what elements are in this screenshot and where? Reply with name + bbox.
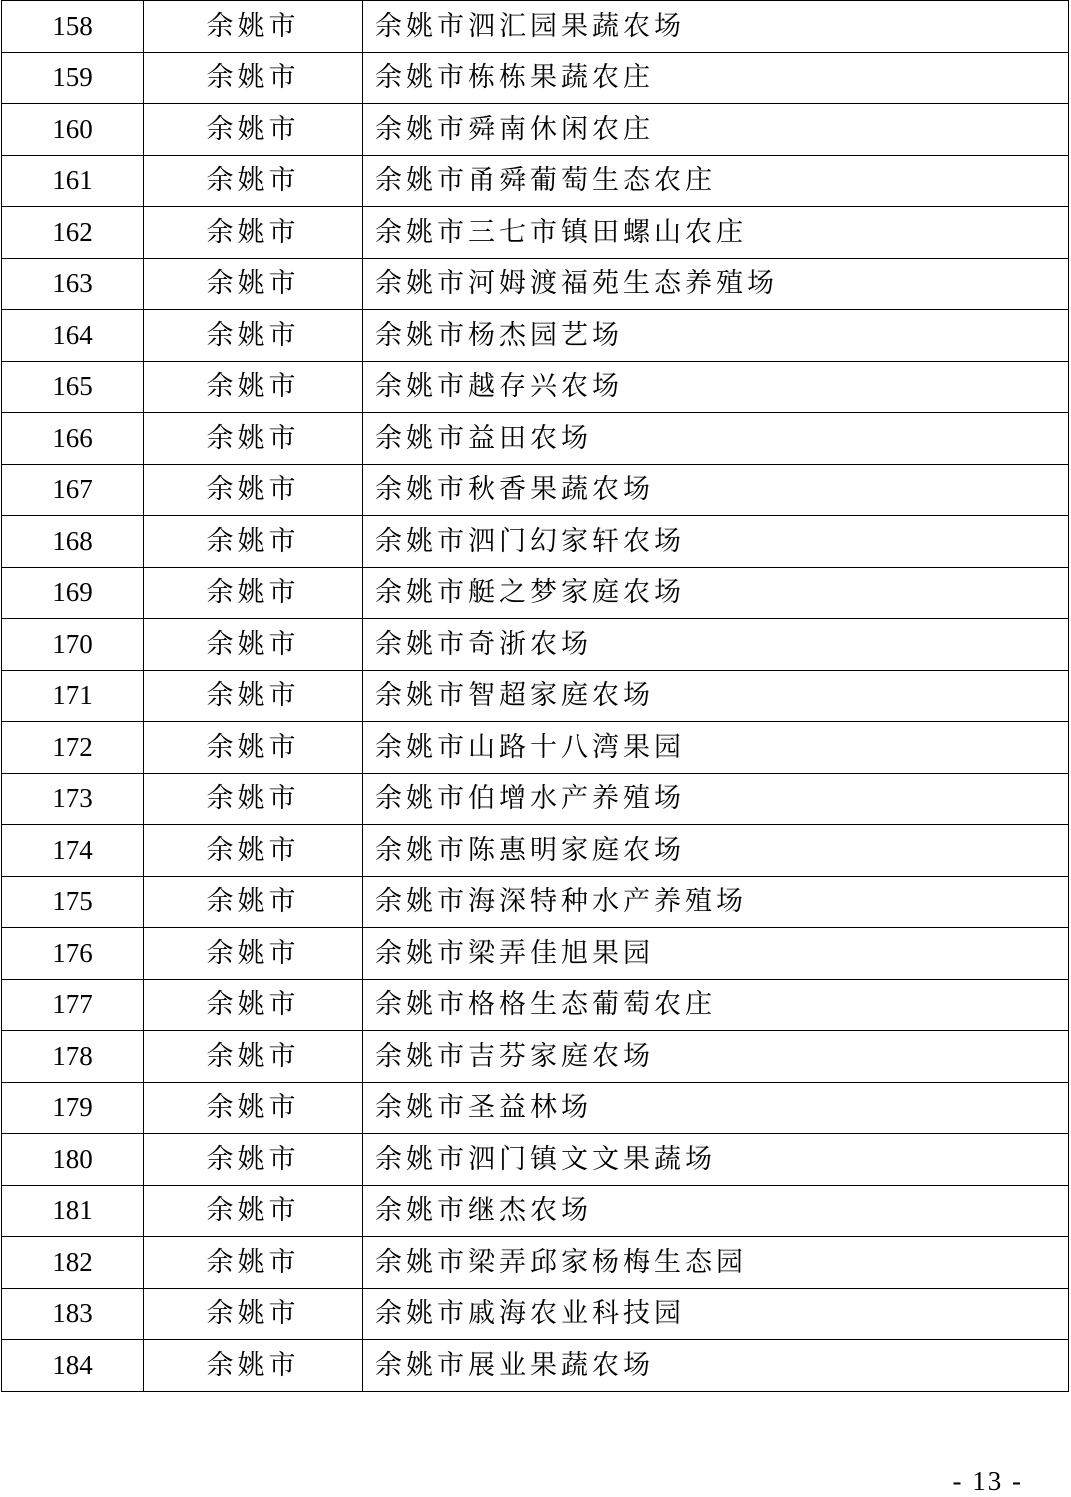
table-row (2, 1082, 1069, 1134)
farm-name-cell: 余姚市继杰农场 (363, 1185, 1069, 1237)
row-number-cell: 179 (2, 1082, 144, 1134)
table-row (2, 1237, 1069, 1289)
farm-name-cell: 余姚市智超家庭农场 (363, 670, 1069, 722)
page-number: - 13 - (952, 1466, 1023, 1496)
city-cell: 余姚市 (144, 1340, 363, 1392)
row-number-cell: 165 (2, 361, 144, 413)
farm-name-cell: 余姚市越存兴农场 (363, 361, 1069, 413)
table-row (2, 361, 1069, 413)
farm-name-cell: 余姚市艇之梦家庭农场 (363, 567, 1069, 619)
table-row (2, 1340, 1069, 1392)
city-cell: 余姚市 (144, 52, 363, 104)
table-row (2, 464, 1069, 516)
row-number-cell: 160 (2, 104, 144, 156)
row-number-cell: 173 (2, 773, 144, 825)
row-number-cell: 178 (2, 1031, 144, 1083)
city-cell: 余姚市 (144, 1237, 363, 1289)
row-number-cell: 184 (2, 1340, 144, 1392)
table-row (2, 310, 1069, 362)
row-number-cell: 183 (2, 1288, 144, 1340)
row-number-cell: 181 (2, 1185, 144, 1237)
farm-name-cell: 余姚市三七市镇田螺山农庄 (363, 207, 1069, 259)
row-number-cell: 168 (2, 516, 144, 568)
farm-name-cell: 余姚市奇浙农场 (363, 619, 1069, 671)
row-number-cell: 167 (2, 464, 144, 516)
table-row (2, 413, 1069, 465)
table-row (2, 567, 1069, 619)
farm-name-cell: 余姚市吉芬家庭农场 (363, 1031, 1069, 1083)
row-number-cell: 162 (2, 207, 144, 259)
city-cell: 余姚市 (144, 619, 363, 671)
farm-name-cell: 余姚市陈惠明家庭农场 (363, 825, 1069, 877)
farm-name-cell: 余姚市梁弄佳旭果园 (363, 928, 1069, 980)
farm-name-cell: 余姚市河姆渡福苑生态养殖场 (363, 258, 1069, 310)
city-cell: 余姚市 (144, 928, 363, 980)
farm-name-cell: 余姚市泗汇园果蔬农场 (363, 1, 1069, 53)
table-row (2, 1288, 1069, 1340)
farm-name-cell: 余姚市山路十八湾果园 (363, 722, 1069, 774)
table-row (2, 670, 1069, 722)
farm-name-cell: 余姚市海深特种水产养殖场 (363, 876, 1069, 928)
table-body (2, 1, 1069, 1392)
table-row (2, 104, 1069, 156)
table-row (2, 1, 1069, 53)
row-number-cell: 158 (2, 1, 144, 53)
city-cell: 余姚市 (144, 1288, 363, 1340)
row-number-cell: 170 (2, 619, 144, 671)
farm-name-cell: 余姚市伯增水产养殖场 (363, 773, 1069, 825)
table-row (2, 979, 1069, 1031)
city-cell: 余姚市 (144, 670, 363, 722)
table-row (2, 52, 1069, 104)
city-cell: 余姚市 (144, 155, 363, 207)
farm-name-cell: 余姚市泗门镇文文果蔬场 (363, 1134, 1069, 1186)
city-cell: 余姚市 (144, 310, 363, 362)
city-cell: 余姚市 (144, 825, 363, 877)
table-row (2, 1134, 1069, 1186)
city-cell: 余姚市 (144, 567, 363, 619)
farm-name-cell: 余姚市甬舜葡萄生态农庄 (363, 155, 1069, 207)
city-cell: 余姚市 (144, 361, 363, 413)
city-cell: 余姚市 (144, 516, 363, 568)
city-cell: 余姚市 (144, 413, 363, 465)
row-number-cell: 161 (2, 155, 144, 207)
table-row (2, 155, 1069, 207)
farm-name-cell: 余姚市秋香果蔬农场 (363, 464, 1069, 516)
farm-list-table (1, 0, 1069, 1392)
city-cell: 余姚市 (144, 773, 363, 825)
row-number-cell: 169 (2, 567, 144, 619)
table-row (2, 722, 1069, 774)
farm-name-cell: 余姚市舜南休闲农庄 (363, 104, 1069, 156)
row-number-cell: 163 (2, 258, 144, 310)
city-cell: 余姚市 (144, 1031, 363, 1083)
table-row (2, 207, 1069, 259)
row-number-cell: 172 (2, 722, 144, 774)
table-row (2, 825, 1069, 877)
row-number-cell: 182 (2, 1237, 144, 1289)
row-number-cell: 159 (2, 52, 144, 104)
row-number-cell: 171 (2, 670, 144, 722)
farm-name-cell: 余姚市圣益林场 (363, 1082, 1069, 1134)
farm-name-cell: 余姚市梁弄邱家杨梅生态园 (363, 1237, 1069, 1289)
row-number-cell: 175 (2, 876, 144, 928)
farm-name-cell: 余姚市泗门幻家轩农场 (363, 516, 1069, 568)
farm-name-cell: 余姚市展业果蔬农场 (363, 1340, 1069, 1392)
farm-name-cell: 余姚市杨杰园艺场 (363, 310, 1069, 362)
table-row (2, 928, 1069, 980)
farm-name-cell: 余姚市益田农场 (363, 413, 1069, 465)
row-number-cell: 164 (2, 310, 144, 362)
farm-name-cell: 余姚市格格生态葡萄农庄 (363, 979, 1069, 1031)
city-cell: 余姚市 (144, 876, 363, 928)
table-row (2, 619, 1069, 671)
row-number-cell: 174 (2, 825, 144, 877)
city-cell: 余姚市 (144, 104, 363, 156)
city-cell: 余姚市 (144, 464, 363, 516)
farm-name-cell: 余姚市戚海农业科技园 (363, 1288, 1069, 1340)
table-row (2, 516, 1069, 568)
table-row (2, 258, 1069, 310)
city-cell: 余姚市 (144, 207, 363, 259)
row-number-cell: 177 (2, 979, 144, 1031)
table-row (2, 1185, 1069, 1237)
city-cell: 余姚市 (144, 979, 363, 1031)
row-number-cell: 180 (2, 1134, 144, 1186)
city-cell: 余姚市 (144, 1134, 363, 1186)
row-number-cell: 166 (2, 413, 144, 465)
row-number-cell: 176 (2, 928, 144, 980)
table-row (2, 773, 1069, 825)
city-cell: 余姚市 (144, 722, 363, 774)
city-cell: 余姚市 (144, 1, 363, 53)
table-row (2, 1031, 1069, 1083)
city-cell: 余姚市 (144, 1082, 363, 1134)
farm-name-cell: 余姚市栋栋果蔬农庄 (363, 52, 1069, 104)
city-cell: 余姚市 (144, 1185, 363, 1237)
table-row (2, 876, 1069, 928)
city-cell: 余姚市 (144, 258, 363, 310)
